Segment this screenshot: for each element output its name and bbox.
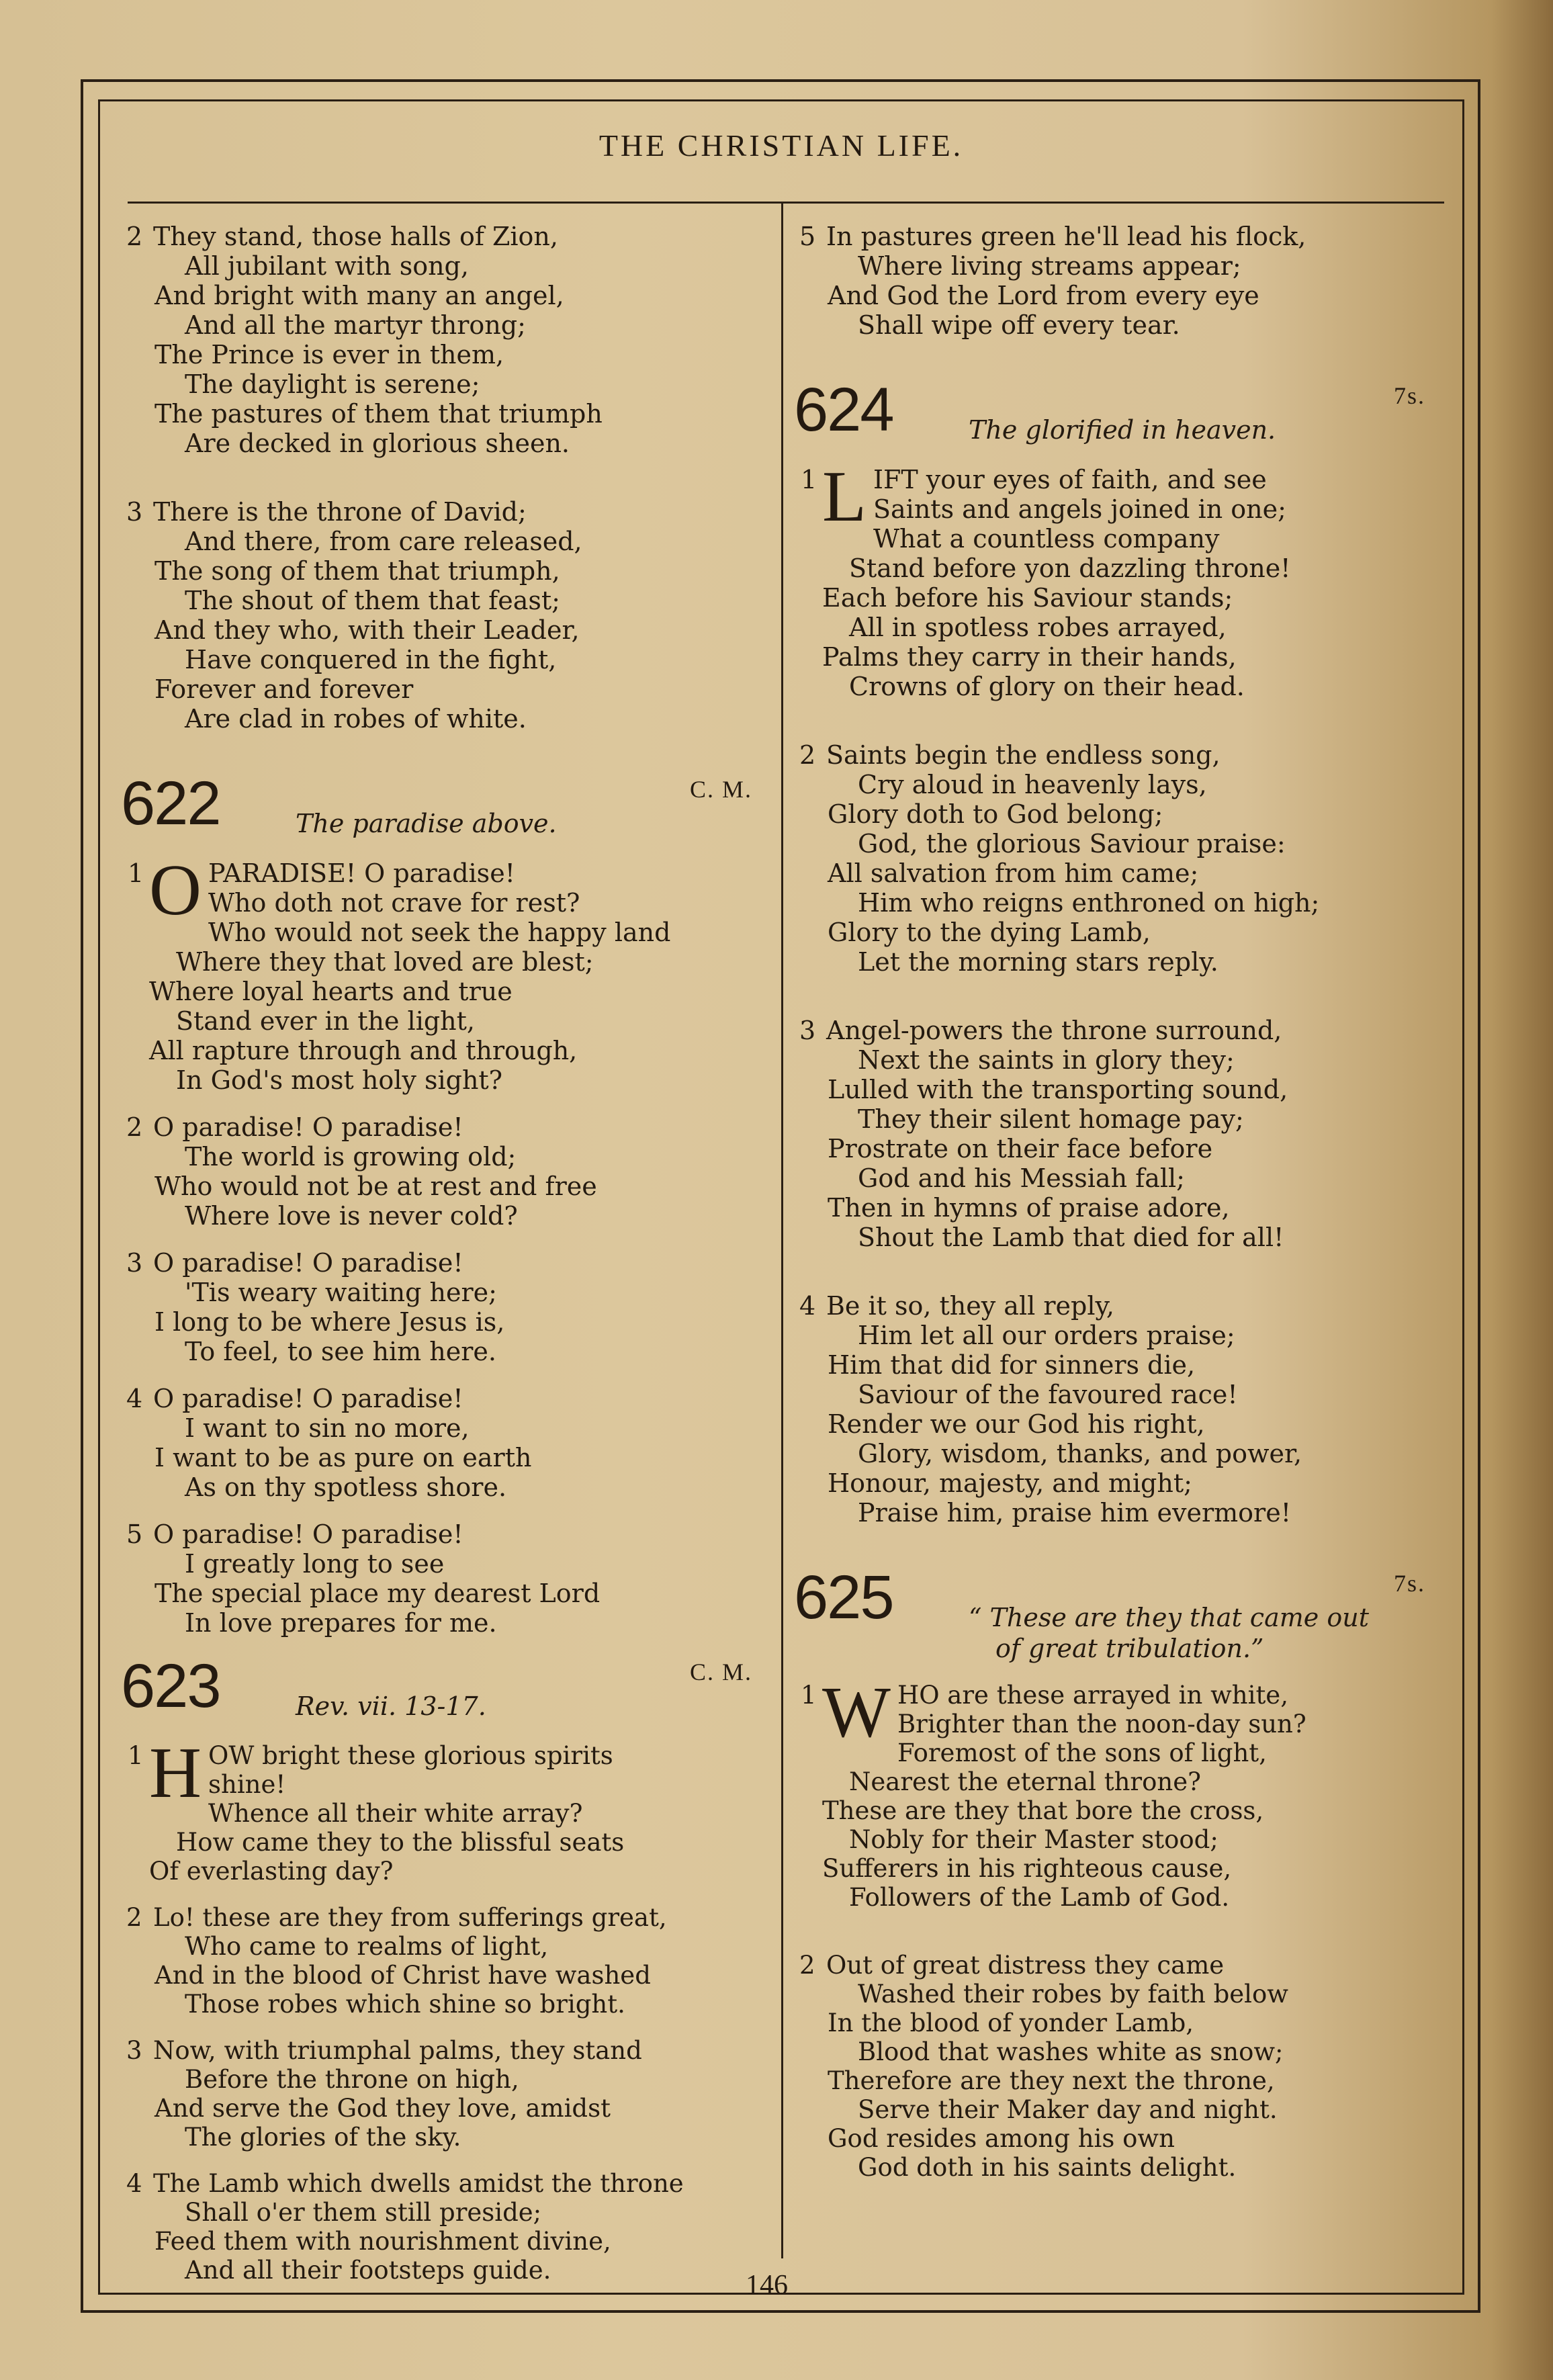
verse-line: All salvation from him came;: [828, 858, 1199, 888]
verse-number: 3: [799, 1016, 816, 1045]
verse-line: All jubilant with song,: [185, 251, 469, 281]
hymn-number: 622: [121, 769, 220, 838]
verse-line: 'Tis weary waiting here;: [185, 1278, 497, 1307]
verse-line: Cry aloud in heavenly lays,: [858, 770, 1207, 799]
verse-line: Saints and angels joined in one;: [873, 494, 1286, 524]
verse-line: Nearest the eternal throne?: [849, 1767, 1201, 1796]
verse: [121, 2169, 766, 2285]
verse-line: Glory doth to God belong;: [828, 799, 1163, 829]
verse-line: God doth in his saints delight.: [858, 2153, 1237, 2182]
verse-line: Where they that loved are blest;: [176, 947, 594, 977]
verse-line: Next the saints in glory they;: [858, 1045, 1235, 1075]
verse-line: And God the Lord from every eye: [828, 281, 1259, 310]
verse-line: Who doth not crave for rest?: [208, 888, 580, 918]
hymn-meter: C. M.: [689, 776, 752, 803]
verse-line: HO are these arrayed in white,: [897, 1681, 1288, 1710]
verse-line: OW bright these glorious spirits: [208, 1741, 613, 1770]
verse: [121, 497, 766, 734]
verse-line: Praise him, praise him evermore!: [858, 1498, 1291, 1528]
hymn-title: The paradise above.: [296, 809, 557, 838]
verse-line: The glories of the sky.: [185, 2123, 461, 2152]
page-number: 146: [746, 2270, 788, 2301]
drop-cap: H: [149, 1733, 202, 1813]
hymn-meter: C. M.: [689, 1659, 752, 1685]
verse-number: 2: [799, 1951, 815, 1980]
verse-line: Him that did for sinners die,: [828, 1350, 1196, 1380]
verse-line: God resides among his own: [828, 2124, 1175, 2153]
verse-line: Serve their Maker day and night.: [858, 2095, 1278, 2124]
verse-line: Shall wipe off every tear.: [858, 310, 1180, 340]
verse-line: Him who reigns enthroned on high;: [858, 888, 1320, 918]
verse-line: 5 In pastures green he'll lead his flock,: [799, 222, 1306, 251]
verse-line: Who would not seek the happy land: [208, 918, 671, 947]
verse-line: In the blood of yonder Lamb,: [828, 2009, 1194, 2037]
verse-line: God, the glorious Saviour praise:: [858, 829, 1286, 858]
verse-line: Foremost of the sons of light,: [897, 1738, 1267, 1767]
verse-line: Saviour of the favoured race!: [858, 1380, 1238, 1409]
verse-line: Then in hymns of praise adore,: [828, 1193, 1230, 1223]
verse-line: Stand ever in the light,: [176, 1006, 475, 1036]
verse: [121, 1733, 766, 1886]
verse-line: IFT your eyes of faith, and see: [873, 465, 1267, 494]
verse-line: Render we our God his right,: [828, 1409, 1205, 1439]
header-rule: [128, 202, 1444, 204]
verse-line: Where loyal hearts and true: [149, 977, 513, 1006]
verse-line: Blood that washes white as snow;: [858, 2037, 1284, 2066]
verse-number: 1: [128, 858, 144, 888]
verse-line: They their silent homage pay;: [858, 1104, 1244, 1134]
verse-line: God and his Messiah fall;: [858, 1163, 1185, 1193]
verse-line: Washed their robes by faith below: [858, 1980, 1288, 2009]
verse-line: Glory, wisdom, thanks, and power,: [858, 1439, 1302, 1468]
hymn-number: 625: [794, 1563, 893, 1632]
column-rule: [781, 203, 783, 2258]
verse-line: Of everlasting day?: [149, 1857, 394, 1886]
hymn-title-line2: of great tribulation.”: [995, 1634, 1264, 1663]
verse-line: Let the morning stars reply.: [858, 947, 1218, 977]
drop-cap: W: [822, 1673, 891, 1753]
drop-cap: L: [822, 457, 867, 537]
verse: [794, 1291, 1439, 1528]
verse-line: Therefore are they next the throne,: [828, 2066, 1275, 2095]
verse-line: The special place my dearest Lord: [154, 1579, 601, 1608]
verse-line: 4 The Lamb which dwells amidst the throne: [126, 2169, 684, 2198]
running-header: THE CHRISTIAN LIFE.: [598, 128, 964, 163]
verse-line: All rapture through and through,: [149, 1036, 578, 1065]
verse-line: 4 Be it so, they all reply,: [799, 1291, 1114, 1321]
verse: [794, 457, 1439, 701]
verse-line: The song of them that triumph,: [154, 556, 560, 586]
verse-line: And they who, with their Leader,: [154, 615, 580, 645]
verse-line: Forever and forever: [154, 674, 414, 704]
hymn-heading: [121, 1652, 766, 1734]
verse-line: I greatly long to see: [185, 1549, 445, 1579]
verse-line: Him let all our orders praise;: [858, 1321, 1235, 1350]
verse-line: Are decked in glorious sheen.: [185, 429, 570, 458]
verse-line: Shout the Lamb that died for all!: [858, 1223, 1284, 1252]
verse-line: 2 Lo! these are they from sufferings great,: [126, 1903, 667, 1932]
verse-line: Where living streams appear;: [858, 251, 1241, 281]
verse-line: And bright with many an angel,: [154, 281, 564, 310]
verse-line: shine!: [208, 1770, 286, 1799]
hymn-title: The glorified in heaven.: [969, 415, 1276, 445]
verse-line: These are they that bore the cross,: [822, 1796, 1264, 1825]
verse-line: Glory to the dying Lamb,: [828, 918, 1151, 947]
verse: [121, 850, 766, 1095]
verse-line: As on thy spotless shore.: [185, 1472, 507, 1502]
verse-line: Feed them with nourishment divine,: [154, 2227, 611, 2256]
verse-line: Honour, majesty, and might;: [828, 1468, 1192, 1498]
verse-line: 3 There is the throne of David;: [126, 497, 527, 527]
verse-number: 3: [126, 1248, 143, 1278]
verse: [121, 1903, 766, 2019]
verse-number: 3: [126, 497, 143, 527]
verse-line: 5 O paradise! O paradise!: [126, 1519, 463, 1549]
verse-line: The Prince is ever in them,: [154, 340, 504, 369]
verse-line: PARADISE! O paradise!: [208, 858, 515, 888]
verse: [121, 1248, 766, 1366]
verse-line: Are clad in robes of white.: [185, 704, 527, 734]
hymn-title: “ These are they that came out: [969, 1603, 1369, 1632]
hymn-number: 624: [794, 376, 893, 444]
verse-line: Brighter than the noon-day sun?: [897, 1710, 1306, 1738]
verse-line: 2 Out of great distress they came: [799, 1951, 1225, 1980]
drop-cap: O: [149, 850, 202, 930]
verse-number: 4: [126, 1384, 143, 1413]
verse: [121, 1384, 766, 1502]
verse-number: 5: [799, 222, 816, 251]
verse-line: All in spotless robes arrayed,: [849, 613, 1227, 642]
verse-line: I want to be as pure on earth: [154, 1443, 532, 1472]
verse-number: 2: [126, 222, 143, 251]
verse-line: To feel, to see him here.: [185, 1337, 496, 1366]
verse-number: 1: [128, 1741, 144, 1770]
verse-number: 3: [126, 2036, 142, 2065]
verse-line: And all the martyr throng;: [185, 310, 526, 340]
verse-line: Nobly for their Master stood;: [849, 1825, 1218, 1854]
verse: [121, 1519, 766, 1638]
verse: [121, 222, 766, 458]
verse: [794, 740, 1439, 977]
verse-number: 2: [126, 1903, 142, 1932]
hymn-number: 623: [121, 1652, 220, 1720]
hymn-title: Rev. vii. 13-17.: [296, 1691, 486, 1721]
verse-line: Shall o'er them still preside;: [185, 2198, 542, 2227]
verse-line: Who would not be at rest and free: [154, 1172, 597, 1201]
verse-line: 3 Now, with triumphal palms, they stand: [126, 2036, 642, 2065]
verse-line: Lulled with the transporting sound,: [828, 1075, 1288, 1104]
verse-line: The pastures of them that triumph: [154, 399, 603, 429]
verse-line: How came they to the blissful seats: [176, 1828, 625, 1857]
verse-line: Have conquered in the fight,: [185, 645, 557, 674]
hymn-heading: [121, 769, 766, 852]
verse-number: 4: [799, 1291, 816, 1321]
verse-number: 1: [801, 465, 817, 494]
hymn-621-continuation: [121, 222, 766, 734]
hymn-meter: 7s.: [1393, 1570, 1425, 1597]
verse-line: Palms they carry in their hands,: [822, 642, 1237, 672]
verse-line: Those robes which shine so bright.: [185, 1990, 625, 2019]
verse-line: And serve the God they love, amidst: [154, 2094, 611, 2123]
verse-line: Crowns of glory on their head.: [849, 672, 1245, 701]
hymn-heading: [794, 1563, 1439, 1674]
verse: [794, 222, 1439, 340]
verse-line: 2 Saints begin the endless song,: [799, 740, 1221, 770]
verse: [794, 1673, 1439, 1912]
verse-line: Before the throne on high,: [185, 2065, 519, 2094]
verse-line: The shout of them that feast;: [185, 586, 560, 615]
left-column: [121, 222, 766, 2302]
hymn-623-continuation: [794, 222, 1439, 340]
verse-number: 2: [126, 1112, 143, 1142]
hymn-heading: [794, 376, 1439, 458]
hymn-622: [121, 769, 766, 1638]
verse-line: 2 O paradise! O paradise!: [126, 1112, 463, 1142]
verse-line: Whence all their white array?: [208, 1799, 583, 1828]
right-column: [794, 222, 1439, 2221]
verse-line: And all their footsteps guide.: [185, 2256, 551, 2285]
verse-line: Prostrate on their face before: [828, 1134, 1213, 1163]
verse-line: 3 Angel-powers the throne surround,: [799, 1016, 1282, 1045]
verse-number: 4: [126, 2169, 142, 2198]
hymn-meter: 7s.: [1393, 382, 1425, 409]
hymn-623: [121, 1652, 766, 2285]
hymn-625: [794, 1563, 1439, 2182]
verse-line: And in the blood of Christ have washed: [154, 1961, 651, 1990]
verse: [121, 2036, 766, 2152]
verse-number: 1: [801, 1681, 817, 1710]
verse-line: The daylight is serene;: [185, 369, 480, 399]
verse-line: Each before his Saviour stands;: [822, 583, 1233, 613]
verse-line: Followers of the Lamb of God.: [849, 1883, 1230, 1912]
verse-line: Who came to realms of light,: [185, 1932, 549, 1961]
verse-line: I long to be where Jesus is,: [154, 1307, 505, 1337]
verse-line: 2 They stand, those halls of Zion,: [126, 222, 558, 251]
verse-line: 3 O paradise! O paradise!: [126, 1248, 463, 1278]
verse-line: In God's most holy sight?: [176, 1065, 503, 1095]
verse-line: And there, from care released,: [185, 527, 582, 556]
verse: [794, 1016, 1439, 1252]
verse-line: 4 O paradise! O paradise!: [126, 1384, 463, 1413]
verse-line: The world is growing old;: [185, 1142, 517, 1172]
verse-line: Where love is never cold?: [185, 1201, 518, 1231]
verse-line: I want to sin no more,: [185, 1413, 470, 1443]
verse-line: Sufferers in his righteous cause,: [822, 1854, 1232, 1883]
verse: [794, 1951, 1439, 2182]
verse: [121, 1112, 766, 1231]
verse-number: 5: [126, 1519, 143, 1549]
verse-line: In love prepares for me.: [185, 1608, 497, 1638]
verse-number: 2: [799, 740, 816, 770]
verse-line: Stand before yon dazzling throne!: [849, 554, 1291, 583]
verse-line: What a countless company: [873, 524, 1220, 554]
hymn-624: [794, 376, 1439, 1528]
